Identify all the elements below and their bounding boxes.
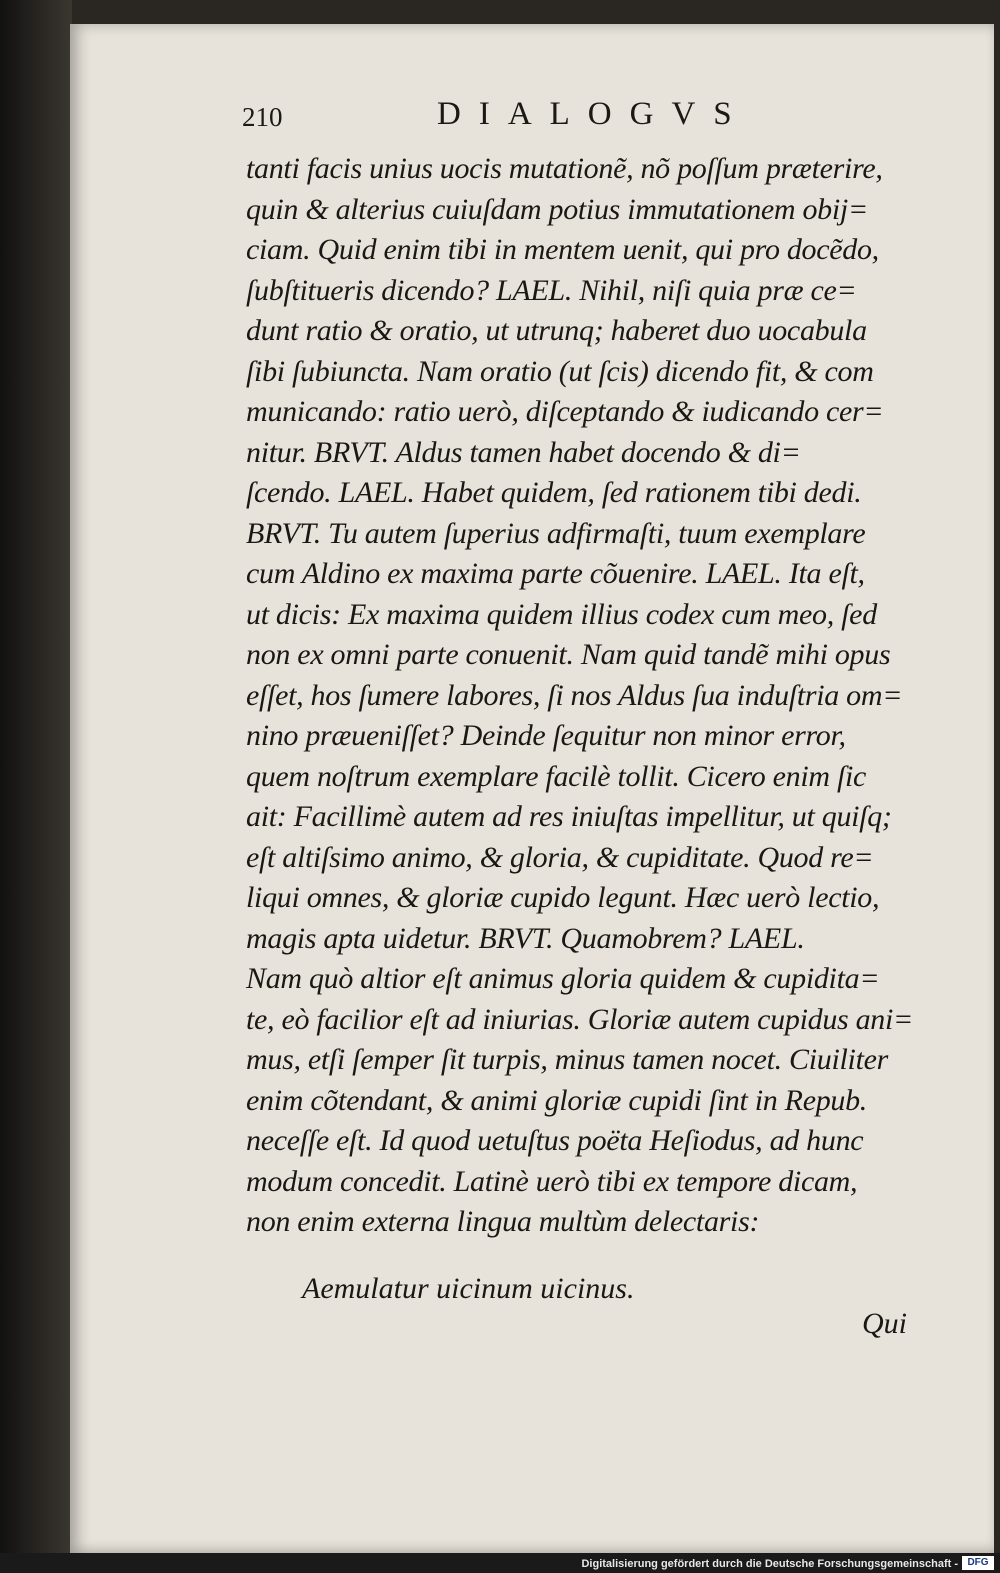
left-book-edge: [0, 0, 72, 1573]
running-title: DIALOGVS: [437, 96, 750, 132]
dfg-logo: DFG: [962, 1556, 994, 1570]
text-line: non ex omni parte conuenit. Nam quid tandẽ mihi opus: [246, 638, 891, 671]
text-line: ſcendo. LAEL. Habet quidem, ſed rationem tibi dedi.: [246, 476, 862, 509]
text-line: magis apta uidetur. BRVT. Quamobrem? LAEL.: [246, 921, 805, 955]
text-line: municando: ratio uerò, diſceptando & iudicando cer=: [246, 395, 884, 428]
text-line: nino præueniſſet? Deinde ſequitur non minor error,: [246, 719, 846, 752]
text-line: eſt altiſsimo animo, & gloria, & cupiditate. Quod re=: [246, 840, 874, 874]
book-page: [70, 24, 994, 1554]
text-line: ut dicis: Ex maxima quidem illius codex cum meo, ſed: [246, 597, 877, 631]
text-line: eſſet, hos ſumere labores, ſi nos Aldus ſua induſtria om=: [246, 678, 903, 712]
verse-line: Aemulatur uicinum uicinus.: [302, 1272, 635, 1305]
text-line: quin & alterius cuiuſdam potius immutationem obij=: [246, 192, 868, 226]
text-line: ciam. Quid enim tibi in mentem uenit, qui pro docẽdo,: [246, 233, 879, 266]
text-line: quem noſtrum exemplare facilè tollit. Cicero enim ſic: [246, 759, 867, 793]
text-line: te, eò facilior eſt ad iniurias. Gloriæ autem cupidus ani=: [246, 1002, 913, 1036]
text-line: BRVT. Tu autem ſuperius adfirmaſti, tuum exemplare: [246, 516, 866, 550]
text-line: tanti facis unius uocis mutationẽ, nõ poſſum præterire,: [246, 152, 883, 185]
text-line: mus, etſi ſemper ſit turpis, minus tamen nocet. Ciuiliter: [246, 1043, 889, 1076]
text-line: dunt ratio & oratio, ut utrunq; haberet duo uocabula: [246, 314, 867, 347]
body-text: [246, 149, 926, 1243]
text-line: non enim externa lingua multùm delectaris:: [246, 1205, 760, 1238]
text-line: liqui omnes, & gloriæ cupido legunt. Hæc uerò lectio,: [246, 881, 880, 914]
footer-bar: [0, 1553, 1000, 1573]
text-line: modum concedit. Latinè uerò tibi ex tempore dicam,: [246, 1164, 858, 1198]
funding-credit: Digitalisierung gefördert durch die Deutsche Forschungsgemeinschaft -: [581, 1558, 958, 1570]
text-line: nitur. BRVT. Aldus tamen habet docendo & di=: [246, 435, 801, 469]
text-line: ait: Facillimè autem ad res iniuſtas impellitur, ut quiſq;: [246, 800, 892, 833]
text-line: neceſſe eſt. Id quod uetuſtus poëta Heſiodus, ad hunc: [246, 1124, 864, 1157]
text-line: enim cõtendant, & animi gloriæ cupidi ſint in Repub.: [246, 1083, 868, 1117]
text-line: Nam quò altior eſt animus gloria quidem & cupidita=: [246, 962, 880, 995]
page-number: 210: [242, 102, 283, 132]
text-line: ſibi ſubiuncta. Nam oratio (ut ſcis) dicendo fit, & com: [246, 354, 874, 388]
text-line: ſubſtitueris dicendo? LAEL. Nihil, niſi quia præ ce=: [246, 273, 857, 307]
text-line: cum Aldino ex maxima parte cõuenire. LAEL. Ita eſt,: [246, 557, 865, 590]
page-header: [242, 96, 762, 142]
catchword: Qui: [862, 1307, 907, 1340]
